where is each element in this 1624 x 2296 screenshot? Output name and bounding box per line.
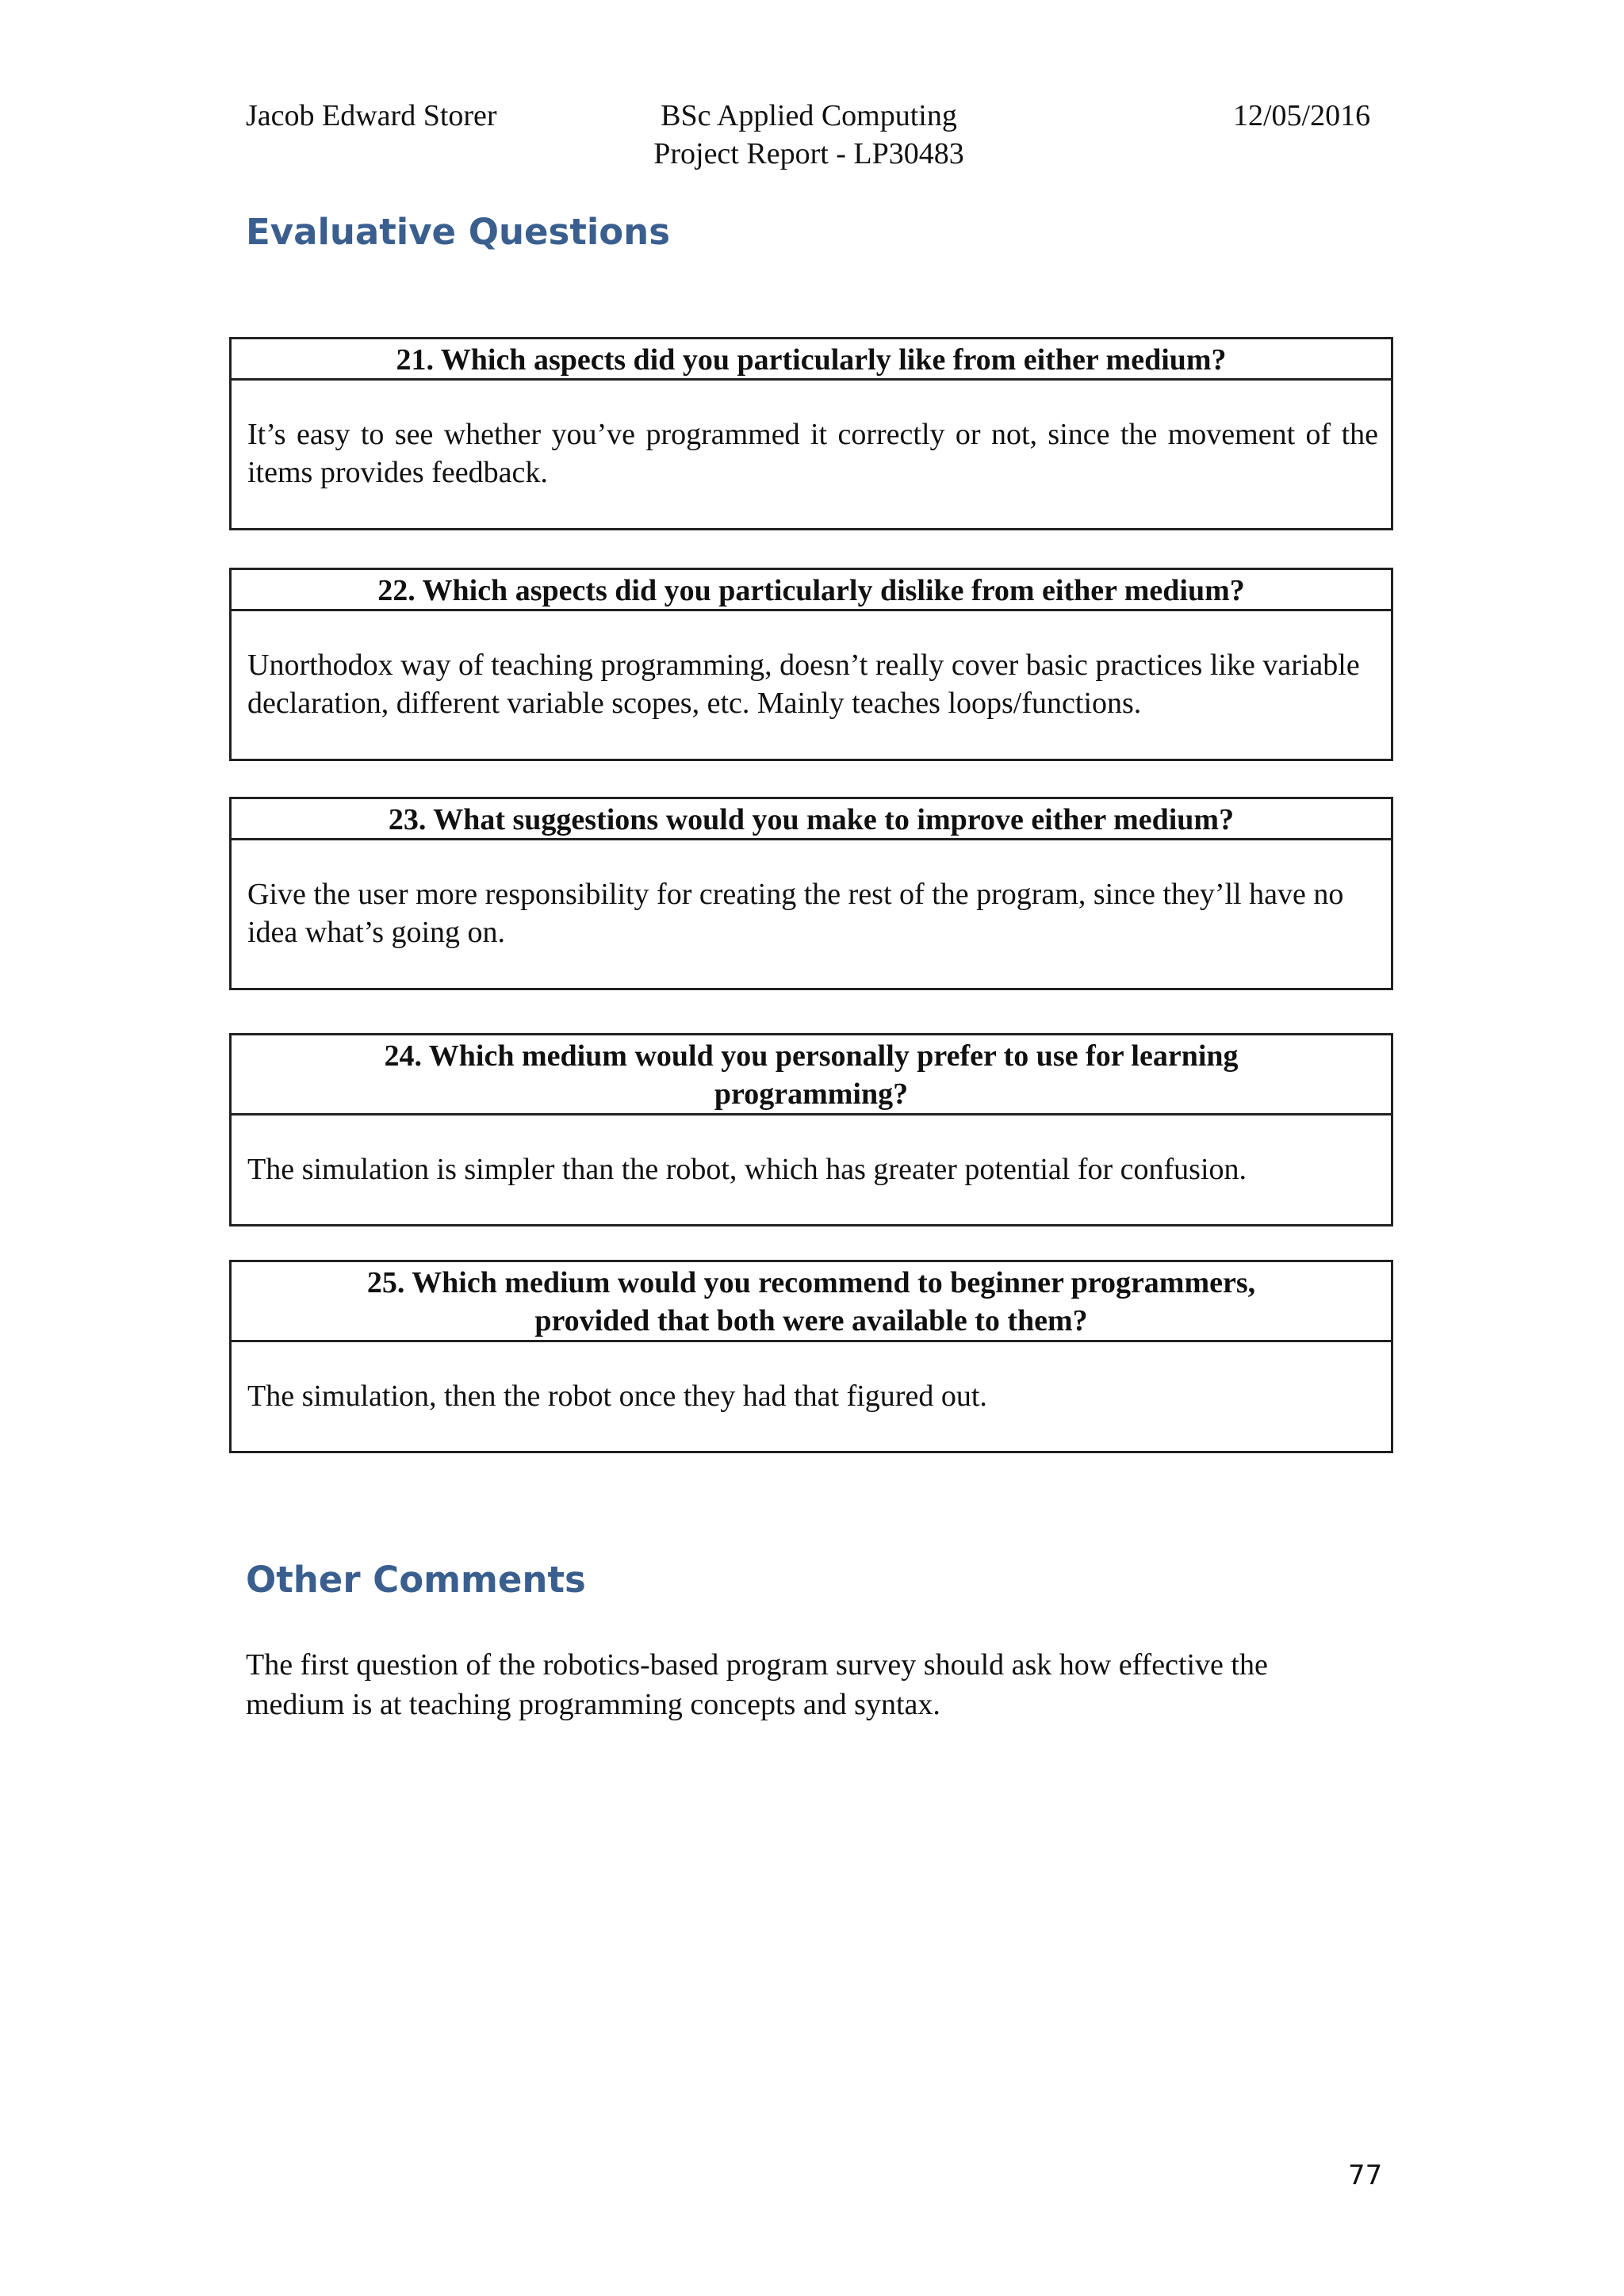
header-course-line2: Project Report - LP30483: [653, 137, 964, 170]
other-comments-text: The first question of the robotics-based program survey should ask how effective the medium is at teaching programming concepts and syntax.: [246, 1648, 1268, 1721]
question-box: [229, 797, 1393, 990]
header-course: [642, 97, 975, 173]
question-box: [229, 568, 1393, 761]
answer-text: Unorthodox way of teaching programming, doesn’t really cover basic practices like variable declaration, different variable scopes, etc. Mainly teaches loops/functions.: [247, 649, 1360, 720]
other-comments-heading: Other Comments: [246, 1559, 586, 1601]
answer-text: Give the user more responsibility for creating the rest of the program, since they’ll have no idea what’s going on.: [247, 878, 1344, 949]
answer-text: The simulation, then the robot once they had that figured out.: [247, 1380, 987, 1413]
question-text: 22. Which aspects did you particularly dislike from either medium?: [232, 570, 1391, 611]
question-text: 24. Which medium would you personally prefer to use for learning programming?: [232, 1035, 1391, 1115]
header-author: Jacob Edward Storer: [246, 99, 497, 132]
evaluative-questions-heading: Evaluative Questions: [246, 211, 670, 253]
question-box: [229, 1260, 1393, 1453]
header-date: 12/05/2016: [1233, 99, 1371, 132]
question-text: 25. Which medium would you recommend to beginner programmers, provided that both were available to them?: [232, 1262, 1391, 1342]
question-box: [229, 337, 1393, 530]
question-text: 21. Which aspects did you particularly like from either medium?: [232, 339, 1391, 381]
answer-text: It’s easy to see whether you’ve programmed it correctly or not, since the movement of the items provides feedback.: [247, 418, 1378, 489]
answer-text: The simulation is simpler than the robot, which has greater potential for confusion.: [247, 1153, 1247, 1186]
question-text: 23. What suggestions would you make to improve either medium?: [232, 799, 1391, 840]
page-number: 77: [1348, 2160, 1383, 2191]
header-course-line1: BSc Applied Computing: [661, 99, 957, 132]
question-box: [229, 1033, 1393, 1226]
